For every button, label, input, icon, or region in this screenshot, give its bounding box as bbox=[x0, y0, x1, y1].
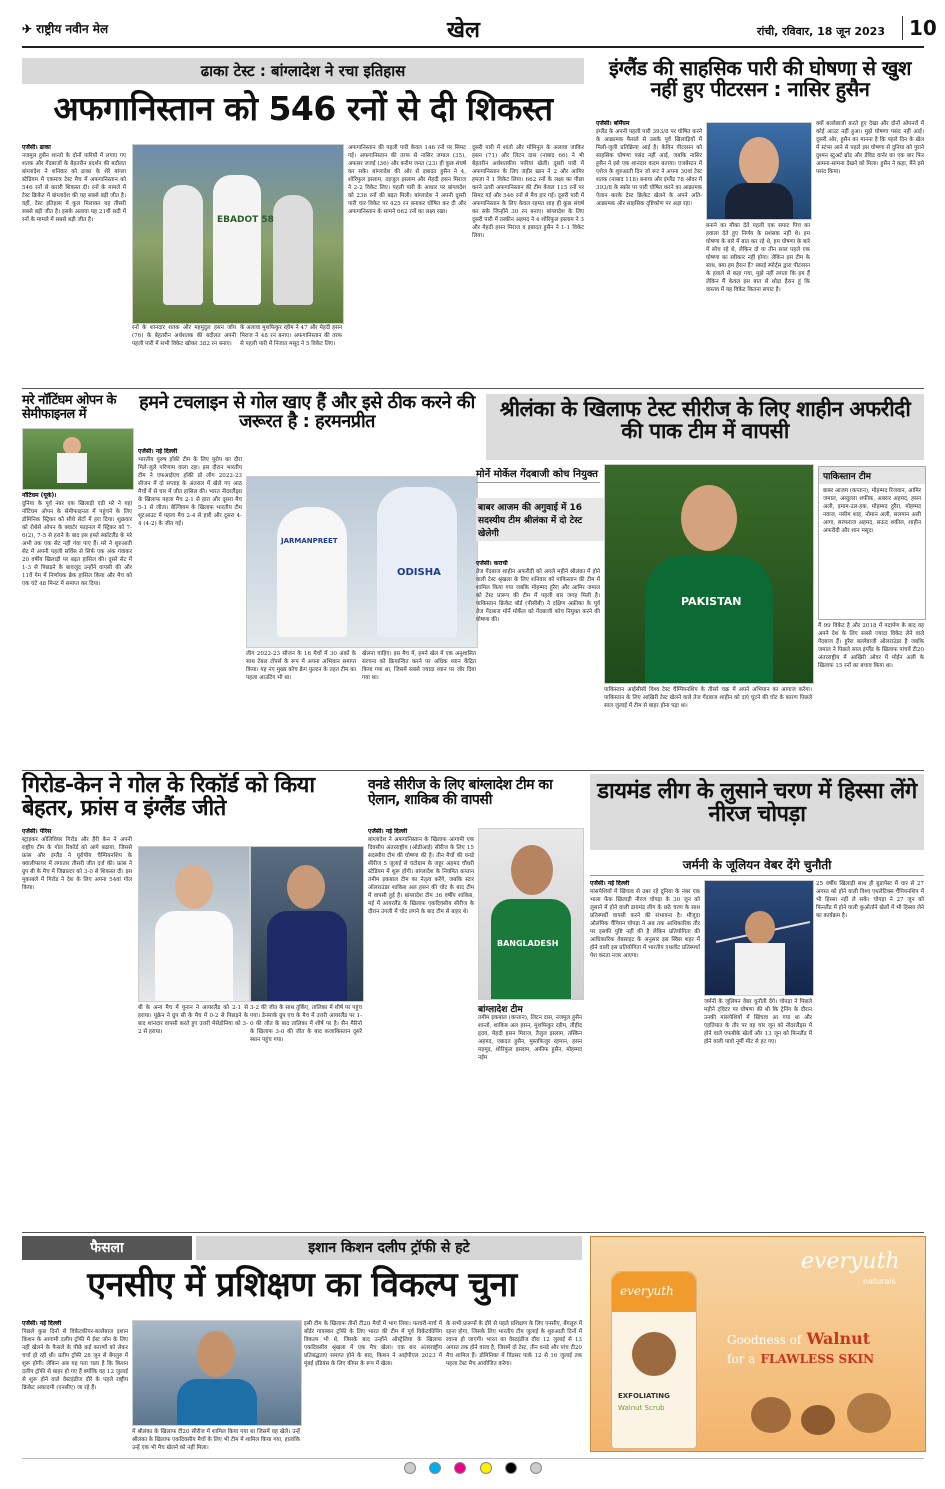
story4-col1 bbox=[138, 448, 242, 782]
pak-team-list: बाबर आजम (कप्तान), मोहम्मद रिजवान, आमिर जमाल, अब्दुल्ला शफीक, अबरार अहमद, हसन अली, इमाम-उल-हक, मोहम्मद हुरैरा, मोहम्मद नवाज, नसीम शाह, नोमान अली, सलमान अली आगा, सरफराज अहमद, सऊद शकील, शाहीन अफरीदी और शान मसूद। bbox=[823, 488, 922, 534]
masthead bbox=[22, 12, 937, 48]
story6-dateline: एजेंसी। पेरिस bbox=[22, 828, 52, 835]
paper-logo bbox=[22, 20, 108, 37]
pak-jersey-text: PAKISTAN bbox=[681, 595, 742, 608]
story1-col5: दूसरी पारी में शांतो और मोमिनुल के अलावा जाकिर हसन (71) और लिटन दास (नाबाद 66) ने भी बेहतरीन अर्धशतकीय पारियां खेलीं। दूसरी पारी में अफगानिस्तान के लिए जहीर खान ने 2 और आमिर हमजा ने 1 विकेट लिया। 662 रनों के लक्ष्य का पीछा करने उतरी अफगानिस्तान की टीम केवल 115 रनों पर सिमट गई और 546 रनों से मैच हार गई। दूसरी पारी में अफगानिस्तान के लिए केवल रहमत शाह ही कुछ संघर्ष कर सके जिन्होंने 30 रन बनाए। बांग्लादेश के लिए दूसरी पारी में तस्कीन अहमद ने 4 शोरिफुल इस्लाम ने 3 और मेहदी हसन मिराज व इबादत हुसैन ने 1-1 विकेट लिया। bbox=[472, 145, 584, 239]
story9-col3: इसी टीम के खिलाफ तीनों टी20 मैचों में भाग लिया। फरवरी-मार्च में बॉर्डर गावस्कर ट्रॉफी के लिए भारत की टीम में पूर्व विकेटकीपिंग विकल्प भी थे, जिसके बाद उन्होंने ऑस्ट्रेलिया के खिलाफ एकदिवसीय श्रृंखला में एक मैच खेला। एक बार अंतरराष्ट्रीय प्रतिबद्धताएं समाप्त होने के बाद, किशन ने आईपीएल 2023 में मुंबई इंडियंस के लिए कीपर के रूप में खेला। bbox=[304, 1321, 442, 1367]
ad-tag3: for a bbox=[727, 1352, 756, 1366]
ishan-kishan-photo bbox=[132, 1320, 302, 1426]
story5-subhead1: मोर्ने मोर्केल गेंदबाजी कोच नियुक्त bbox=[476, 466, 600, 483]
everyuth-ad[interactable] bbox=[590, 1236, 926, 1452]
giroud-photo bbox=[250, 846, 364, 1002]
story9-col2: में श्रीलंका के खिलाफ टी20 सीरीज में शामिल किया गया था जिसमें वह खेले। उन्हें श्रीलंका के खिलाफ एकदिवसीय मैचों के लिए भी टीम में शामिल किया गया, हालांकि उन्हें एक भी मैच खेलने को नहीं मिला। bbox=[132, 1429, 300, 1450]
bd-team-list: तमीम इकबाल (कप्तान), लिटन दास, नजमुल हुसैन शान्तो, शाकिब अल हसन, मुशफिकुर रहीम, तौहीद हृदय, मेहदी हसन मिराज, तैजुल इस्लाम, तस्किन अहमद, एबादत हुसैन, मुस्तफिजुर रहमान, हसन महमूद, शोरिफुल इस्लाम, अफीफ हुसैन, मोहम्मद नईम bbox=[478, 1015, 582, 1061]
jersey-name-2: ODISHA bbox=[397, 567, 441, 578]
story4-headline: हमने टचलाइन से गोल खाए हैं और इसे ठीक करने की जरूरत है : हरमनप्रीत bbox=[139, 392, 475, 432]
jersey-text: EBADOT 58 bbox=[217, 215, 274, 225]
hockey-photo bbox=[246, 476, 478, 648]
shakib-photo bbox=[478, 828, 584, 1000]
story9-col1 bbox=[22, 1320, 128, 1450]
story4-col2: लीग 2022-23 सीजन के 16 मैचों में 30 अंकों के साथ टेबल टॉपर्स के रूप में अपना अभियान समाप्त किया। यह नए मुख्य कोच क्रेग फुल्टन के तहत टीम का पहला आउटिंग भी था। bbox=[246, 651, 356, 681]
page-number: 10 bbox=[902, 16, 937, 40]
reg-mark-2 bbox=[429, 1462, 441, 1474]
story1-col3: के अलावा मुशफिकुर रहीम ने 47 और मेहदी हसन मिराज ने 48 रन बनाए। अफगानिस्तान की तरफ से पहली पारी में निजात मसूद ने 5 विकेट लिए। bbox=[240, 325, 342, 347]
story5-body1: तेज गेंदबाज शाहीन अफरीदी को अगले महीने श्रीलंका में होने वाली टेस्ट श्रृंखला के लिए शनिवार को पाकिस्तान की टीम में शामिल किया गया जबकि मोहम्मद हुरैरा और आमिर जमाल को टेस्ट प्रारूप की टीम में पहली बार जगह मिली है। पाकिस्तान क्रिकेट बोर्ड (पीसीबी) ने दक्षिण अफ्रीका के पूर्व तेज गेंदबाज मोर्ने मोर्केल को गेंदबाजी कोच नियुक्त करने की घोषणा की। bbox=[476, 569, 600, 623]
story8-headline-band bbox=[590, 774, 924, 850]
story5-subhead2: बाबर आजम की अगुवाई में 16 सदस्यीय टीम श्रीलंका में दो टेस्ट खेलेगी bbox=[476, 498, 604, 541]
story5-col2: पाकिस्तान आईसीसी विश्व टेस्ट चैम्पियनशिप के तीसरे चक्र में अपने अभियान का आगाज करेगा। पाकिस्तान के लिए आखिरी टेस्ट खेलने वाले तेज गेंदबाज शाहीन को दाएं घुटने की चोट के कारण पिछले साल जुलाई में टीम से बाहर होना पड़ा था। bbox=[604, 687, 812, 709]
story7-body: बांग्लादेश ने अफगानिस्तान के खिलाफ आगामी एक दिवसीय अंतरराष्ट्रीय (ओडीआई) सीरीज के लिए 15 सदस्यीय टीम की घोषणा की है। तीन मैचों की वनडे सीरीज 5 जुलाई से चटोग्राम के जहूर अहमद चौधरी स्टेडियम में शुरू होगी। बांग्लादेश के नियमित कप्तान तमीम इकबाल टीम का नेतृत्व करेंगे, जबकि स्टार ऑलराउंडर शाकिब अल हसन की चोट के बाद टीम में वापसी हुई है। बांग्लादेश टीम 36 वर्षीय शाकिब, मई में आयरलैंड के खिलाफ एकदिवसीय सीरीज के दौरान उंगली में चोट लगने के बाद टीम से बाहर थे। bbox=[368, 837, 474, 915]
story1-body1: नजमुल हुसैन शान्तो के दोनों पारियों में लगाए गए शतक और गेंदबाजों के बेहतरीन प्रदर्शन की बदौलत बांग्लादेश ने शनिवार को ढाका के शेरे बांग्ला स्टेडियम में एकमात्र टेस्ट मैच में अफगानिस्तान को 546 रनों से करारी शिकस्त दी। रनों के मामले में टेस्ट क्रिकेट में बांग्लादेश की यह सबसे बड़ी जीत है। वहीं, टेस्ट इतिहास में कुल मिलाकर यह तीसरी सबसे बड़ी जीत है। इसके अलावा यह 21वीं सदी में रनों के मामले में सबसे बड़ी जीत है। bbox=[22, 153, 126, 223]
story4-body1: भारतीय पुरुष हॉकी टीम के लिए यूरोप का दौरा मिले-जुले परिणाम वाला रहा। इस दौरान भारतीय टीम ने एफआईएच हॉकी प्रो लीग 2022-23 सीजन में दो सप्ताह के अंतराल में खेले गए आठ मैचों में से चार में जीत हासिल की। भारत नीदरलैंड्स के खिलाफ पहला मैच 2-1 से हारा और दूसरा मैच 5-1 से जीता। बेल्जियम के खिलाफ भारतीय टीम शूटआउट में पहला मैच 2-4 से हारी और दूसरा 4-4 (4-2) के जीत गई। bbox=[138, 457, 242, 527]
ad-product-label: EXFOLIATING bbox=[618, 1392, 670, 1400]
story1-kicker-band bbox=[22, 58, 584, 84]
story3-body: दुनिया के पूर्व नंबर एक खिलाड़ी एंडी मरे ने यहां नॉटिंघम ओपन के सेमीफाइनल में पहुंचने के लिए डोमिनिक स्ट्रिकर को सीधे सेटों में हरा दिया। शुक्रवार को रोथेसे ओपन के क्वार्टर फाइनल में स्ट्रिकर को 7-6(2), 7-5 से हराने के बाद इस हफ्ते स्कॉटलैंड के मरे अभी तक एक सेट नहीं गंवा पाए हैं। मरे ने शुरुआती सेट में अपनी पहली सर्विस से सिर्फ एक अंक गंवाकर 20 वर्षीय खिलाड़ी पर बढ़त हासिल की। दूसरे सेट में 1-3 से पिछड़ने के बावजूद उन्होंने वापसी की और 11वें गेम में निर्णायक ब्रेक हासिल किया और मैच को एक घंटे 48 मिनट में समाप्त कर दिया। bbox=[22, 501, 132, 587]
story1-kicker: ढाका टेस्ट : बांग्लादेश ने रचा इतिहास bbox=[200, 62, 406, 80]
divider-h2 bbox=[22, 770, 924, 771]
section-title: खेल bbox=[447, 18, 480, 43]
bd-jersey-text: BANGLADESH bbox=[497, 939, 559, 948]
story2-col3: क्यों बल्लेबाजी करते हुए देखा और दोनों ओपनरों में कोई आउट नहीं हुआ। मुझे घोषणा पसंद नहीं आई। दूसरी ओर, हुसैन का मानना है कि पहले दिन के खेल में स्टंप्स आने से पहले इस घोषणा से दुनिया को पुराने दुश्मन स्टुअर्ट ब्रॉड और डेविड वार्नर का एक बार फिर आमना-सामना देखने को मिला। हुसैन ने कहा, मैंने इसे पसंद किया। bbox=[816, 121, 924, 175]
story9-body1: पिछले कुछ दिनों से विकेटकीपर-बल्लेबाज इशान किशन के आगामी दलीप ट्रॉफी में ईस्ट जोन के लिए नहीं खेलने के फैसले के पीछे कई कारणों को लेकर चर्चा हो रही थी। प्रतीप ट्रॉफी 28 जून से बेंगलुरु में शुरू होगी। लेकिन अब यह पता चला है कि किशन दलीप ट्रॉफी से बाहर हो गए हैं क्योंकि वह 12 जुलाई से शुरू होने वाले वेस्टइंडीज दौरे के पहले राष्ट्रीय क्रिकेट अकादमी (एनसीए) जा रहे हैं। bbox=[22, 1329, 128, 1391]
story3-text bbox=[22, 492, 132, 782]
story2-dateline: एजेंसी। बर्मिंघम bbox=[596, 120, 630, 127]
story8-headline: डायमंड लीग के लुसाने चरण में हिस्सा लेंगे नीरज चोपड़ा bbox=[597, 779, 917, 828]
story6-body1: स्ट्राइकर ओलिवियर गिरोड और हैरी केन ने अपनी राष्ट्रीय टीम के गोल रिकॉर्ड को आगे बढ़ाया, जिससे फ्रांस और इंग्लैंड ने यूरोपीय चैम्पियनशिप के क्वालीफायर में लगातार तीसरी जीत दर्ज की। फ्रांस ने ग्रुप बी के मैच में जिब्राल्टर को 3-0 से शिकस्त दी। इस मुकाबले में गिरोड ने देश के लिए अपना 54वां गोल किया। bbox=[22, 837, 132, 891]
ad-tag1: Goodness of bbox=[727, 1333, 802, 1347]
story5-dateline: एजेंसी। कराची bbox=[476, 560, 508, 567]
ad-tag2: Walnut bbox=[806, 1329, 871, 1348]
story9-headline: एनसीए में प्रशिक्षण का विकल्प चुना bbox=[87, 1265, 517, 1305]
divider-h1 bbox=[22, 388, 924, 389]
story9-col4: के सभी प्रारूपों के दौरे से पहले प्रशिक्षण के लिए एनसीए, बेंगलुरु में रहना होगा, जिसके लिए भारतीय टीम जुलाई के शुरुआती दिनों में रवाना हो जाएगी। भारत का वेस्टइंडीज दौरा 12 जुलाई से 13 अगस्त तक होने वाला है, जिसमें दो टेस्ट, तीन वनडे और पांच टी20 मैच शामिल हैं। डोमिनिका में विंडसर पार्क 12 से 16 जुलाई तक पहला टेस्ट मैच आयोजित करेगा। bbox=[446, 1321, 582, 1367]
story5-col3: मैं 99 विकेट है और 2018 में पदार्पण के बाद वह अपने देश के लिए सबसे ज्यादा विकेट लेने वाले गेंदबाज हैं। हुरैरा बल्लेबाजी ऑलराउंडर है जबकि जमाल ने पिछले साल इंग्लैंड के खिलाफ पांचवें टी20 अंतरराष्ट्रीय में आखिरी ओवर में मोईन अली के खिलाफ 15 रनों का बचाव किया था। bbox=[818, 623, 924, 669]
bd-team-label: बांग्लादेश टीम bbox=[478, 1005, 523, 1015]
story5-col1 bbox=[476, 560, 600, 782]
story5-headline-band bbox=[486, 394, 924, 460]
neeraj-photo bbox=[704, 880, 814, 996]
story8-col3: 25 वर्षीय खिलाड़ी साथ ही बुडापेस्ट में चार से 27 अगस्त को होने वाली विश्व एथलेटिक्स चैंपियनशिप में भी हिस्सा नहीं ले सके। चोपड़ा ने 27 जून को फिनलैंड में होने वाली कुओर्ताने खेलों में भी हिस्सा लेने का कार्यक्रम है। bbox=[816, 881, 924, 919]
story8-col2: जर्मनी के जूलियन वेबर चुनौती देंगे। चोपड़ा ने पिछले महीने ट्विटर पर घोषणा की थी कि ट्रेनिंग के दौरान उनकी मांसपेशियों में खिंचाव आ गया था और एहतियात के तौर पर वह चार जून को नीदरलैंड्स में होने वाले एफबीके खेलों और 13 जून को फिनलैंड में होने वाली पावो नूर्मी मीट से हट गए। bbox=[704, 999, 812, 1045]
story8-subhead: जर्मनी के जूलियन वेबर देंगे चुनौती bbox=[590, 856, 924, 876]
jersey-name-1: JARMANPREET bbox=[281, 537, 338, 545]
story5-headline: श्रीलंका के खिलाफ टेस्ट सीरीज के लिए शाहीन अफरीदी की पाक टीम में वापसी bbox=[499, 397, 911, 444]
story9-dateline: एजेंसी। नई दिल्ली bbox=[22, 1320, 62, 1327]
reg-mark-3 bbox=[454, 1462, 466, 1474]
story2-body1: इंग्लैंड के अपनी पहली पारी 393/8 पर घोषित करने के आक्रामक फैसले से उसके पूर्व खिलाड़ियों में मिली-जुली प्रतिक्रिया आई है। केविन पीटरसन को साहसिक घोषणा पसंद नहीं आई, जबकि नासिर हुसैन ने इसे एक शानदार कदम बताया। एजबेस्टन में एशेज के शुरुआती दिन जो रूट ने अपना 30वां टेस्ट शतक (नाबाद 118) बनाया और इंग्लैंड 78 ओवर में 393/8 के स्कोर पर पारी घोषित करने का आक्रामक ऐलान करके टेस्ट क्रिकेट खेलने के अपने अति-आक्रामक और साहसिक दृष्टिकोण पर अड़ा रहा। bbox=[596, 129, 702, 207]
divider-h3 bbox=[22, 1232, 924, 1233]
story1-dateline: एजेंसी। ढाका bbox=[22, 144, 51, 151]
story2-headline: इंग्लैंड की साहसिक पारी की घोषणा से खुश नहीं हुए पीटरसन : नासिर हुसैन bbox=[609, 56, 911, 101]
story4-dateline: एजेंसी। नई दिल्ली bbox=[138, 448, 178, 455]
story3-dateline: नॉटिंघम (यूके)। bbox=[22, 492, 57, 499]
reg-mark-5 bbox=[505, 1462, 517, 1474]
story2-col1 bbox=[596, 120, 702, 386]
registration-strip bbox=[22, 1458, 924, 1473]
reg-mark-1 bbox=[404, 1462, 416, 1474]
story9-tag: फैसला bbox=[22, 1236, 192, 1260]
ad-brand-sub: naturals bbox=[863, 1277, 896, 1286]
story1-col2: रनों के शानदार शतक और महमुदुल हसन जॉय (76) के बेहतरीन अर्धशतक की बदौलत अपनी पहली पारी में सभी विकेट खोकर 382 रन बनाए। bbox=[132, 325, 236, 347]
ad-tube bbox=[611, 1271, 697, 1449]
ad-brand: everyuth bbox=[801, 1249, 900, 1274]
kane-photo bbox=[138, 846, 250, 1002]
story2-col2: बनाने का मौका देते पहली एक सपाट पिच का हवाला देते हुए निर्णय के प्रशंसक नहीं थे। हम घोषणा के बारे में बात कर रहे थे, हम घोषणा के बारे में सोच रहे थे, लेकिन दो या तीन साल पहले एक घोषणा का स्वीकार नहीं होगा। लेकिन इस टीम के साथ, क्या हम हैरान हैं? स्काई स्पोर्ट्स द्वारा पीटरसन के हवाले से कहा गया, मुझे नहीं लगता कि हम हैं लेकिन मैं केवल इस बात से थोड़ा हैरान हूं कि वास्तव में यह विकेट कितना सपाट है। bbox=[706, 223, 810, 293]
story1-headline: अफगानिस्तान को 546 रनों से दी शिकस्त bbox=[53, 89, 553, 128]
bangladesh-team-photo bbox=[132, 144, 344, 324]
story8-body1: मांसपेशियों में खिंचाव से उबर रहे दुनिया के नंबर एक भाला फेंक खिलाड़ी नीरज चोपड़ा के 30 जून को लुसाने में होने वाली डायमंड लीग के छठे चरण के साथ प्रतिस्पर्धी वापसी करने की संभावना है। मौजूदा ओलंपिक चैंपियन चोपड़ा ने अब तक आधिकारिक तौर पर इसकी पुष्टि नहीं की है लेकिन प्रतियोगिता की आधिकारिक वेबसाइट के अनुसार इस स्विस शहर में होने वाली इस प्रतियोगिता में भारतीय एथलीट प्रतिस्पर्धा पेश करता नजर आएगा। bbox=[590, 889, 700, 959]
pak-team-box bbox=[818, 466, 926, 620]
bird-icon: ✈ bbox=[22, 22, 33, 36]
reg-mark-4 bbox=[480, 1462, 492, 1474]
masthead-dateline: रांची, रविवार, 18 जून 2023 bbox=[757, 25, 885, 38]
nasser-hussain-photo bbox=[706, 122, 812, 220]
story6-headline: गिरोड-केन ने गोल के रिकॉर्ड को किया बेहतर, फ्रांस व इंग्लैंड जीते bbox=[22, 773, 315, 822]
ad-tube-brand: everyuth bbox=[620, 1284, 674, 1298]
story4-col3: खेलना चाहिए। इस मैच में, हमने खेल में एक अनुशासित संरचना को क्रियान्वित करने पर अधिक ध्यान केंद्रित किया गया था, जिसमें सबसे ज्यादा ध्यान पर जोर दिया गया था। bbox=[362, 651, 476, 681]
shaheen-photo bbox=[604, 464, 814, 684]
story6-col1 bbox=[22, 828, 132, 1230]
story3-headline: मरे नॉटिंघम ओपन के सेमीफाइनल में bbox=[22, 393, 117, 422]
story7-col1 bbox=[368, 828, 474, 1230]
pak-team-label: पाकिस्तान टीम bbox=[819, 467, 925, 484]
story8-dateline: एजेंसी। नई दिल्ली bbox=[590, 880, 630, 887]
ad-tag4: FLAWLESS SKIN bbox=[760, 1352, 875, 1366]
reg-mark-6 bbox=[530, 1462, 542, 1474]
story8-col1 bbox=[590, 880, 700, 1230]
story1-col1 bbox=[22, 144, 126, 384]
ad-tagline bbox=[727, 1329, 917, 1367]
story7-headline: वनडे सीरीज के लिए बांग्लादेश टीम का ऐलान, शाकिब की वापसी bbox=[368, 777, 553, 808]
ad-walnut-image bbox=[731, 1387, 911, 1447]
story6-col3: 3-2 की जीत के साथ तुर्किए, तालिका में शीर्ष पर पहुंच गया। डेनमार्क ग्रुप एच के मैच में उत्तरी आयरलैंड पर 1-0 की जीत के बाद तालिका में शीर्ष पर है। सैन मैरिनो के खिलाफ 3-0 की जीत के बाद कजाकिस्तान दूसरे स्थान पहुंच गया। bbox=[250, 1005, 362, 1043]
story6-col2: बी के अन्य मैच में यूनान ने आयरलैंड को 2-1 से हराया। यूक्रेन ने ग्रुप सी के मैच में 0-2 से पिछड़ने के बाद शानदार वापसी करते हुए उत्तरी मेसेडोनिया को 3-2 से हराया। bbox=[138, 1005, 248, 1035]
paper-name: राष्ट्रीय नवीन मेल bbox=[36, 22, 109, 36]
story7-dateline: एजेंसी। नई दिल्ली bbox=[368, 828, 408, 835]
murray-photo bbox=[22, 428, 134, 490]
story9-kicker: इशान किशन दलीप ट्रॉफी से हटे bbox=[196, 1236, 582, 1260]
ad-product-name: Walnut Scrub bbox=[618, 1404, 665, 1412]
story1-col4: अफगानिस्तान की पहली पारी केवल 146 रनों पर सिमट गई। अफगानिस्तान की तरफ से नासिर जमाल (35), अफसर जजई (36) और करीम जनत (23) ही कुछ संघर्ष कर सके। बांग्लादेश की ओर से इबादत हुसैन ने 4, शोरिफुल इस्लाम, तइजुल इस्लाम और मेहदी हसन मिराज ने 2-2 विकेट लिए। पहली पारी के आधार पर बांग्लादेश को 236 रनों की बढ़त मिली। बांग्लादेश ने अपनी दूसरी पारी चार विकेट पर 425 रन बनाकर घोषित कर दी और अफगानिस्तान के सामने 662 रनों का लक्ष्य रखा। bbox=[348, 145, 466, 215]
